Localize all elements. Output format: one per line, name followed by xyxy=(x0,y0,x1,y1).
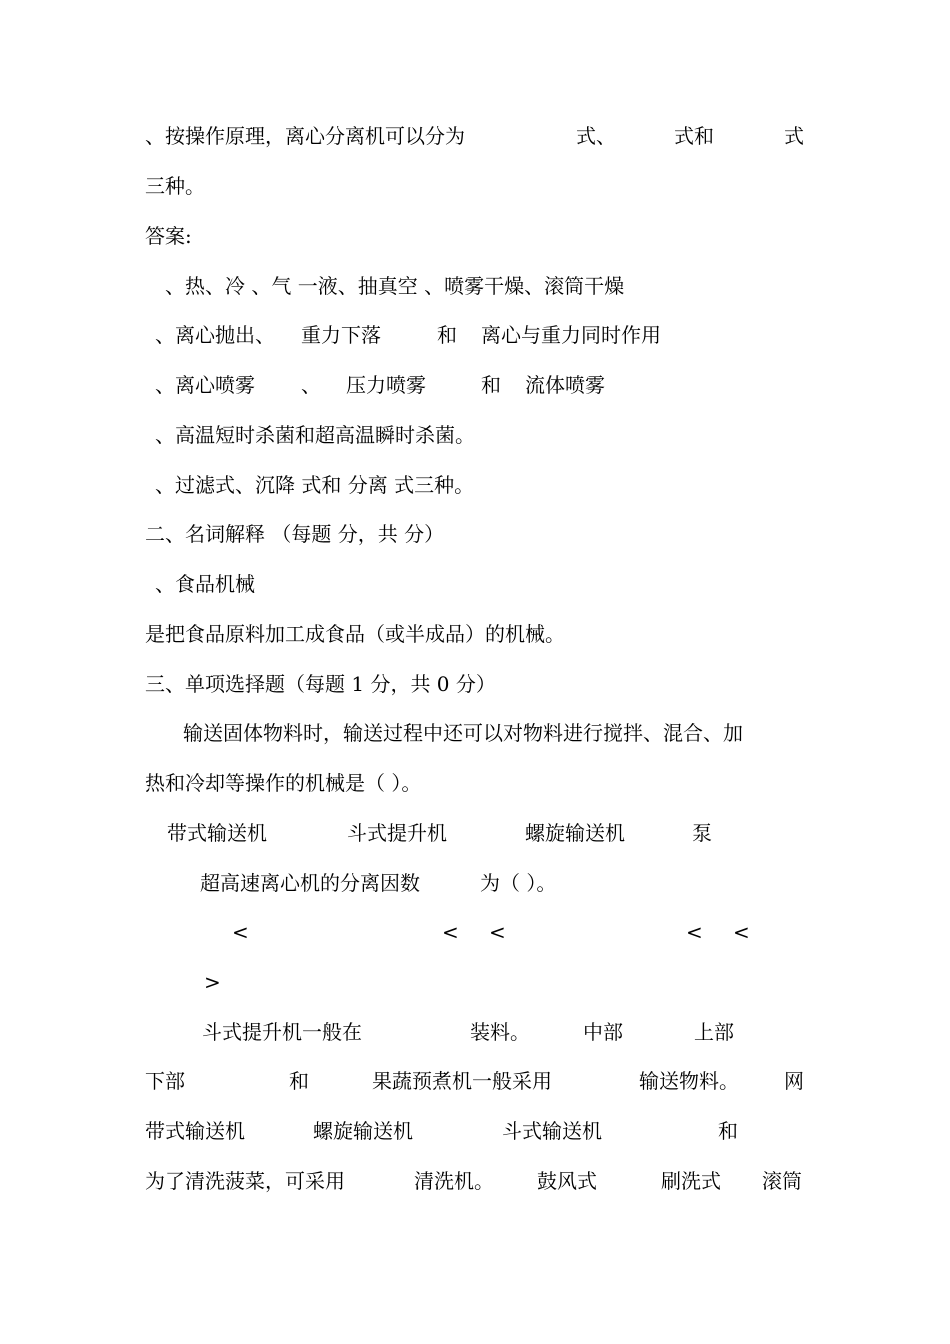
option: 泵 xyxy=(692,821,712,845)
answer-3-part: 流体喷雾 xyxy=(525,373,605,397)
option: 刷洗式 xyxy=(661,1169,721,1193)
option-symbol: < xyxy=(733,920,750,944)
section-3-heading: 三、单项选择题（每题 1 分，共 0 分） xyxy=(145,672,496,696)
answers-heading: 答案: xyxy=(145,224,192,248)
question-4-stem: 果蔬预煮机一般采用 xyxy=(372,1069,552,1093)
option: 带式输送机 xyxy=(167,821,267,845)
option-symbol: < xyxy=(232,920,249,944)
blank-type-1: 式、 xyxy=(576,124,616,148)
question-2-suffix: 为（ ）。 xyxy=(480,871,557,895)
question-3-suffix: 装料。 xyxy=(470,1020,530,1044)
answer-2-part: 和 xyxy=(437,323,457,347)
question-1-line2: 热和冷却等操作的机械是（ ）。 xyxy=(145,771,422,795)
option: 螺旋输送机 xyxy=(313,1119,413,1143)
section-2-heading: 二、名词解释 （每题 分，共 分） xyxy=(145,522,445,546)
answer-1: 、热、冷 、气 一液、抽真空 、喷雾干燥、滚筒干燥 xyxy=(165,274,625,298)
answer-3-part: 和 xyxy=(481,373,501,397)
option-symbol: < xyxy=(489,920,506,944)
question-2-options-row2: > xyxy=(204,970,221,994)
option: 螺旋输送机 xyxy=(525,821,625,845)
term-definition: 是把食品原料加工成食品（或半成品）的机械。 xyxy=(145,622,565,646)
option: 鼓风式 xyxy=(537,1169,597,1193)
answer-2-part: 重力下落 xyxy=(301,323,381,347)
answer-2-part: 、离心抛出、 xyxy=(155,323,275,347)
answer-4: 、高温短时杀菌和超高温瞬时杀菌。 xyxy=(155,423,475,447)
option: 网 xyxy=(784,1069,804,1093)
option-symbol: < xyxy=(686,920,703,944)
option: 带式输送机 xyxy=(145,1119,245,1143)
question-centrifuge-line2: 三种。 xyxy=(145,174,205,198)
question-5-suffix: 清洗机。 xyxy=(414,1169,494,1193)
answer-5: 、过滤式、沉降 式和 分离 式三种。 xyxy=(155,473,475,497)
blank-type-2: 式和 xyxy=(674,124,714,148)
question-text: 、按操作原理，离心分离机可以分为 xyxy=(145,124,465,148)
option: 斗式输送机 xyxy=(502,1119,602,1143)
option: 下部 xyxy=(145,1069,185,1093)
answer-2-part: 离心与重力同时作用 xyxy=(481,323,661,347)
answer-3-part: 、离心喷雾 xyxy=(155,373,255,397)
option: 上部 xyxy=(694,1020,734,1044)
question-5-stem: 为了清洗菠菜，可采用 xyxy=(145,1169,345,1193)
question-3-stem: 斗式提升机一般在 xyxy=(202,1020,362,1044)
option: 和 xyxy=(718,1119,738,1143)
question-1-line1: 输送固体物料时，输送过程中还可以对物料进行搅拌、混合、加 xyxy=(183,721,743,745)
option: 和 xyxy=(289,1069,309,1093)
blank-type-3: 式 xyxy=(784,124,804,148)
option: 中部 xyxy=(583,1020,623,1044)
option-symbol: < xyxy=(442,920,459,944)
question-4-suffix: 输送物料。 xyxy=(639,1069,739,1093)
question-2-stem: 超高速离心机的分离因数 xyxy=(200,871,420,895)
option: 滚筒 xyxy=(762,1169,802,1193)
term-food-machinery: 、食品机械 xyxy=(155,572,255,596)
answer-3-part: 压力喷雾 xyxy=(346,373,426,397)
option: 斗式提升机 xyxy=(347,821,447,845)
answer-3-part: 、 xyxy=(301,373,321,397)
